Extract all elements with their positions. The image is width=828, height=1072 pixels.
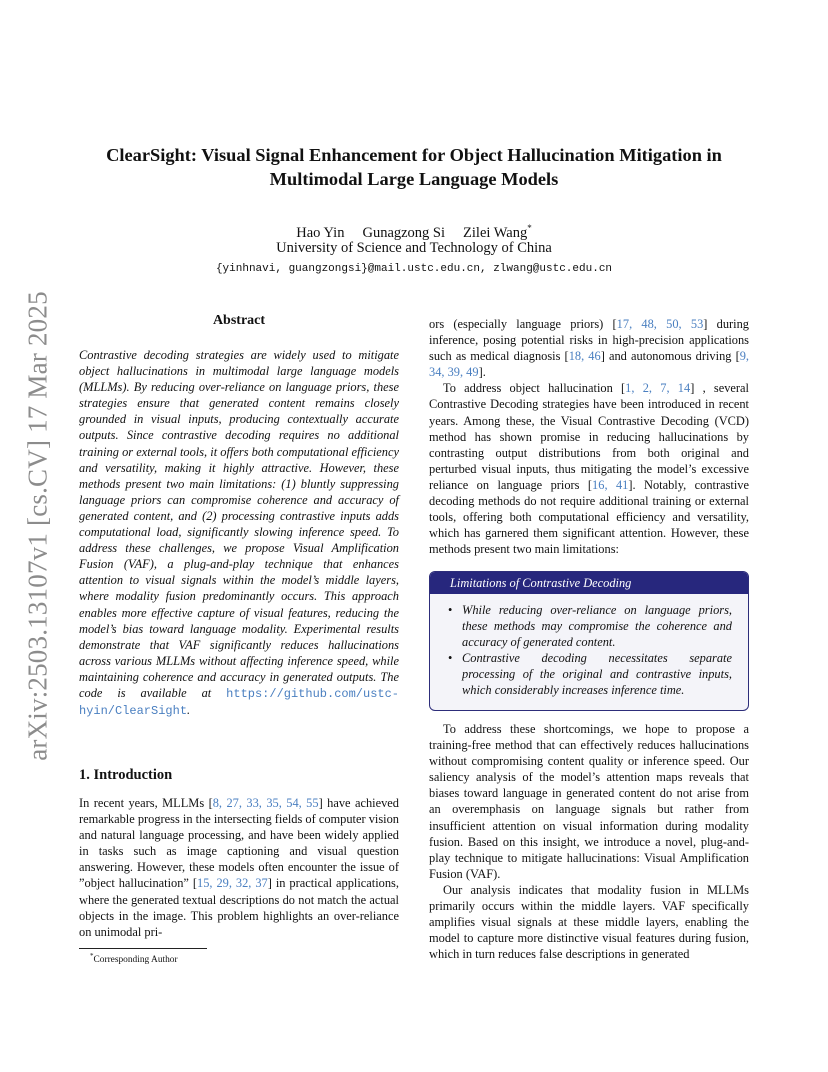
body-paragraph: Our analysis indicates that modality fusion in MLLMs primarily occurs within the middle layers. VAF specifically amplifies visual signals at these middle layers, enabling the model to capture more distinctive visual features during fusion, which in turn reduces false descriptions in generated — [429, 882, 749, 962]
intro-text: In recent years, MLLMs [ — [79, 796, 213, 810]
body-text: ors (especially language priors) [ — [429, 317, 617, 331]
right-column-bottom — [429, 721, 749, 962]
intro-text: ] have achieved remarkable progress in the intersecting fields of computer vision and natural language processing, and have been widely applied in tasks such as image captioning and visual question answering. However, these models often encounter the issue of ”object hallucination” [ — [79, 796, 399, 891]
citation-link[interactable]: 9, 34, 39, 49 — [429, 349, 750, 380]
author-emails: {yinhnavi, guangzongsi}@mail.ustc.edu.cn, zlwang@ustc.edu.cn — [215, 263, 613, 275]
body-text: ] , several Contrastive Decoding strategies have been introduced in recent years. Among these, the Visual Contrastive Decoding (VCD) method has shown promise in reducing hallucinations by contrasting output distributions from both original and perturbed visual inputs, thus mitigating the model’s excessive reliance on language priors [ — [429, 381, 749, 492]
footnote — [90, 952, 178, 965]
citation-link[interactable]: 16, 41 — [592, 477, 629, 492]
title-line-1: ClearSight: Visual Signal Enhancement for Object Hallucination Mitigation in — [106, 145, 722, 165]
limitation-item: • Contrastive decoding necessitates separate processing of the original and contrastive inputs, which considerably increases inference time. — [462, 650, 732, 698]
footnote-mark: * — [90, 952, 94, 960]
citation-link[interactable]: 1, 2, 7, 14 — [625, 381, 691, 396]
body-text: ] and autonomous driving [ — [600, 349, 740, 364]
affiliation: University of Science and Technology of China — [276, 240, 552, 256]
citation-link[interactable]: 18, 46 — [568, 349, 601, 364]
paper-title — [60, 143, 768, 191]
body-paragraph: To address these shortcomings, we hope to propose a training-free method that can effectively reduces hallucinations without compromising content quality or inference speed. Our saliency analysis of the model’s attention maps reveals that biases toward language in generated content do not arise from an overemphasis on language signals but rather from insufficient attention on visual information during modality fusion. Based on this insight, we introduce a novel, plug-and-play technique to mitigate hallucinations: Visual Amplification Fusion (VAF). — [429, 722, 749, 881]
code-link[interactable]: https://github.com/ustc-hyin/ClearSight — [79, 686, 399, 719]
body-text: ]. Notably, contrastive decoding methods do not require additional training or external tools, offering both computational efficiency and versatility, which has garnered them significant attention. However, these methods present two main limitations: — [429, 477, 749, 557]
intro-paragraph — [79, 795, 399, 940]
body-text: ]. — [478, 365, 486, 380]
author-name: Gunagzong Si — [362, 224, 446, 241]
abstract-heading: Abstract — [212, 313, 266, 328]
limitation-item: • While reducing over-reliance on language priors, these methods may compromise the coherence and accuracy of generated content. — [462, 602, 732, 650]
title-line-2: Multimodal Large Language Models — [269, 169, 559, 189]
limitations-box — [429, 571, 749, 711]
right-column-top — [429, 316, 749, 557]
citation-link[interactable]: 8, 27, 33, 35, 54, 55 — [212, 796, 319, 810]
abstract-text: Contrastive decoding strategies are widely used to mitigate object hallucinations in multimodal large language models (MLLMs). By reducing over-reliance on language priors, these strategies ensure that generated content remains closely grounded in visual inputs, producing contextually accurate outputs. Since contrastive decoding requires no additional training or external tools, it offers both computational efficiency and versatility, making it highly attractive. However, these methods present two main limitations: (1) bluntly suppressing language priors can compromise coherence and accuracy of generated content, and (2) processing contrastive inputs adds computational load, significantly slowing inference speed. To address these challenges, we propose Visual Amplification Fusion (VAF), a plug-and-play technique that enhances attention to visual signals within the model’s middle layers, where modality fusion predominantly occurs. This approach enables more effective capture of visual features, reducing the model’s bias toward language modality. Experimental results demonstrate that VAF significantly reduces hallucinations across various MLLMs without affecting inference speed, while maintaining coherence and accuracy in generated outputs. The code is available at — [79, 348, 399, 700]
corresponding-mark: * — [527, 223, 532, 233]
citation-link[interactable]: 17, 48, 50, 53 — [616, 317, 704, 331]
section-heading-introduction: 1. Introduction — [79, 767, 173, 783]
author-name: Hao Yin — [296, 224, 345, 241]
author-name: Zilei Wang — [463, 224, 528, 241]
abstract-body — [79, 347, 399, 719]
footnote-text: Corresponding Author — [93, 955, 178, 966]
body-text: ] during inference, posing potential risks in high-precision applications such as medical diagnosis [ — [429, 317, 749, 364]
arxiv-sidebar-id — [18, 286, 58, 766]
limitations-list — [430, 602, 748, 699]
arxiv-id-text: arXiv:2503.13107v1 [cs.CV] 17 Mar 2025 — [22, 291, 53, 761]
footnote-rule — [79, 948, 207, 949]
citation-link[interactable]: 15, 29, 32, 37 — [197, 876, 268, 891]
abstract-end: . — [187, 703, 191, 718]
body-text: To address object hallucination [ — [443, 381, 626, 396]
intro-text: ] in practical applications, where the generated textual descriptions do not match the actual objects in the image. This problem highlights an over-reliance on unimodal pri- — [79, 876, 399, 939]
limitations-box-title: Limitations of Contrastive Decoding — [430, 572, 748, 594]
